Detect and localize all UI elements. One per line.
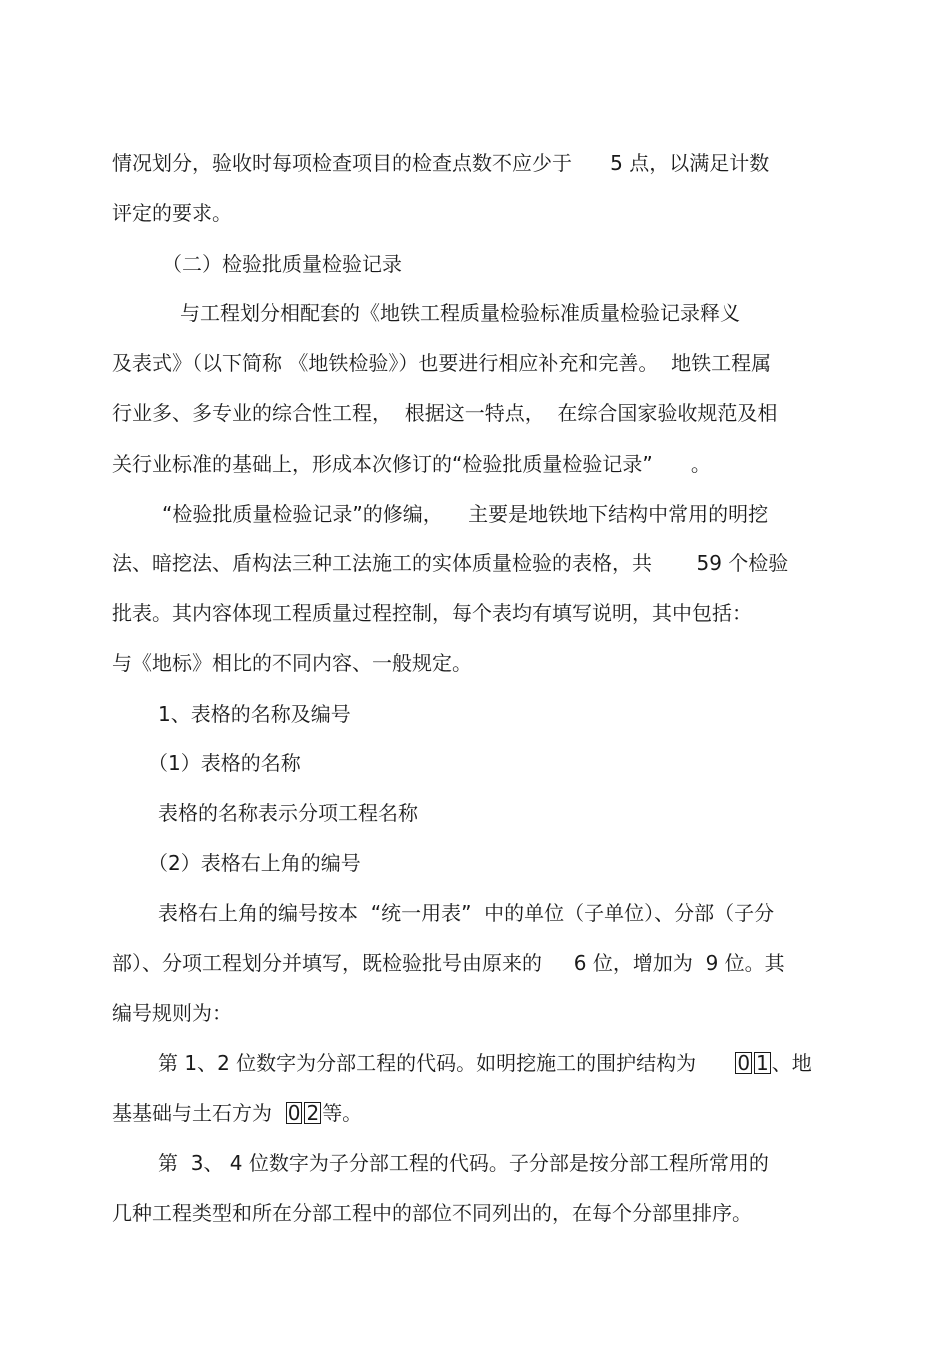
paragraph-line: 法、暗挖法、盾构法三种工法施工的实体质量检验的表格，共 59 个检验 [112,551,789,575]
paragraph-line: 部）、分项工程划分并填写，既检验批号由原来的 6 位，增加为 9 位。其 [112,951,785,975]
paragraph-line: 几种工程类型和所在分部工程中的部位不同列出的，在每个分部里排序。 [112,1201,752,1225]
paragraph-line: 与《地标》相比的不同内容、一般规定。 [112,651,472,675]
paragraph-line: 表格右上角的编号按本 “统一用表” 中的单位（子单位）、分部（子分 [158,901,775,925]
rule-text: 基基础与土石方为 [112,1101,285,1125]
code-digit-box: 2 [306,1101,320,1125]
paragraph-line: 批表。其内容体现工程质量过程控制，每个表均有填写说明，其中包括： [112,601,752,625]
paragraph-line: 表格的名称表示分项工程名称 [158,801,418,825]
code-digit-box: 1 [756,1051,769,1075]
rule-text: 等。 [322,1101,363,1125]
rule-text: 、地 [771,1051,812,1075]
subsection-heading: （2）表格右上角的编号 [148,851,361,875]
paragraph-line: 行业多、多专业的综合性工程， 根据这一特点， 在综合国家验收规范及相 [112,401,778,425]
section-heading: （二）检验批质量检验记录 [162,252,402,276]
paragraph-line: 情况划分，验收时每项检查项目的检查点数不应少于 5 点，以满足计数 [112,151,770,175]
code-digit-box: 0 [287,1101,301,1125]
paragraph-line: 编号规则为： [112,1001,232,1025]
paragraph-line: 第 3、 4 位数字为子分部工程的代码。子分部是按分部工程所常用的 [158,1151,769,1175]
paragraph-line: 及表式》（以下简称 《地铁检验》）也要进行相应补充和完善。 地铁工程属 [112,351,772,375]
code-digit-box: 0 [737,1051,751,1075]
subsection-heading: （1）表格的名称 [148,751,301,775]
paragraph-line: 与工程划分相配套的《地铁工程质量检验标准质量检验记录释义 [180,301,740,325]
rule-line [112,1100,362,1126]
rule-line [158,1050,812,1076]
paragraph-line: 评定的要求。 [112,201,232,225]
paragraph-line: 关行业标准的基础上，形成本次修订的“检验批质量检验记录” 。 [112,452,711,476]
list-heading: 1、表格的名称及编号 [158,702,351,726]
rule-text: 第 1、2 位数字为分部工程的代码。如明挖施工的围护结构为 [158,1051,735,1075]
paragraph-line: “检验批质量检验记录”的修编， 主要是地铁地下结构中常用的明挖 [162,502,769,526]
